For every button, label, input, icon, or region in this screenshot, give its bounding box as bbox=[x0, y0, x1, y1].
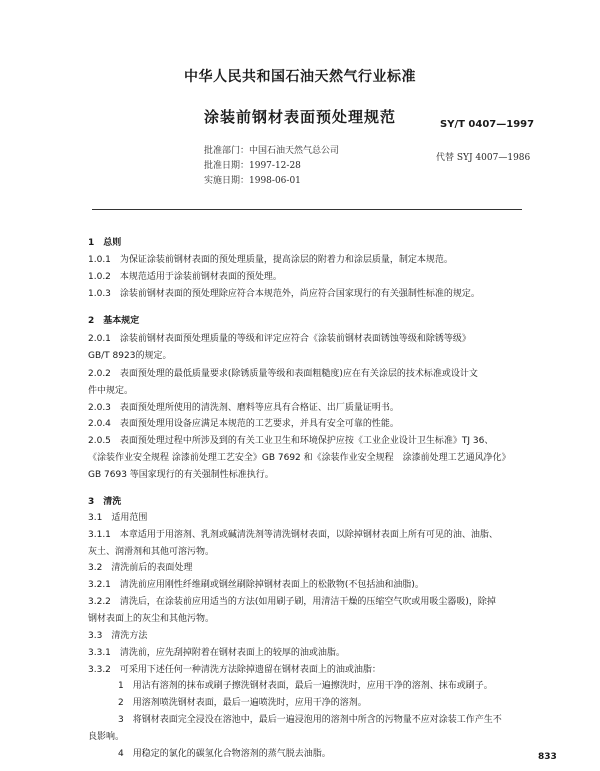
header-divider bbox=[92, 209, 522, 210]
clause-2-0-4: 2.0.4 表面预处理用设备应满足本规范的工艺要求，并具有安全可靠的性能。 bbox=[88, 419, 399, 429]
clause-text: 本规范适用于涂装前钢材表面的预处理。 bbox=[119, 272, 282, 282]
method-2: 2 用溶剂喷洗钢材表面，最后一遍喷洗时，应用干净的溶剂。 bbox=[118, 698, 367, 708]
section-1-heading: 1 总则 bbox=[88, 238, 122, 248]
clause-2-0-3: 2.0.3 表面预处理所使用的清洗剂、磨料等应具有合格证、出厂质量证明书。 bbox=[88, 403, 399, 413]
standard-code: SY/T 0407—1997 bbox=[440, 119, 535, 130]
standard-organization: 中华人民共和国石油天然气行业标准 bbox=[184, 69, 416, 85]
clause-text: 为保证涂装前钢材表面的预处理质量，提高涂层的附着力和涂层质量，制定本规范。 bbox=[119, 255, 453, 265]
clause-3-3-1: 3.3.1 清洗前，应先刮掉附着在钢材表面上的较厚的油或油脂。 bbox=[88, 648, 345, 658]
document-title: 涂装前钢材表面预处理规范 bbox=[203, 108, 396, 126]
clause-1-0-2 bbox=[88, 271, 282, 283]
clause-number: 1.0.2 bbox=[88, 272, 111, 282]
clause-2-0-1-line1: 2.0.1 涂装前钢材表面预处理质量的等级和评定应符合《涂装前钢材表面锈蚀等级和除锈等级》 bbox=[88, 334, 471, 344]
method-4: 4 用稳定的氯化的碳氢化合物溶剂的蒸气脱去油脂。 bbox=[118, 749, 331, 759]
section-3-heading: 3 清洗 bbox=[88, 497, 122, 507]
clause-3-2-2-line1: 3.2.2 清洗后，在涂装前应用适当的方法(如用刷子刷，用清洁干燥的压缩空气吹或用吸尘器吸)，除掉 bbox=[88, 597, 496, 607]
clause-text: 涂装前钢材表面的预处理除应符合本规范外，尚应符合国家现行的有关强制性标准的规定。 bbox=[119, 289, 480, 299]
method-1: 1 用沾有溶剂的抹布或刷子擦洗钢材表面，最后一遍擦洗时，应用干净的溶剂、抹布或刷子。 bbox=[118, 681, 493, 691]
clause-2-0-5-line3: GB 7693 等国家现行的有关强制性标准执行。 bbox=[88, 470, 274, 480]
approval-date: 批准日期：1997-12-28 bbox=[204, 161, 301, 171]
replaces-standard: 代替 SYJ 4007—1986 bbox=[436, 153, 531, 163]
clause-number: 1.0.1 bbox=[88, 255, 111, 265]
effective-date: 实施日期：1998-06-01 bbox=[204, 176, 301, 186]
clause-3-1-1-line2: 灰土、润滑剂和其他可溶污物。 bbox=[88, 547, 215, 557]
clause-3-2-2-line2: 钢材表面上的灰尘和其他污物。 bbox=[88, 614, 215, 624]
clause-3-2-1: 3.2.1 清洗前应用刚性纤维刷或钢丝刷除掉钢材表面上的松散物(不包括油和油脂)。 bbox=[88, 580, 424, 590]
clause-2-0-2-line1: 2.0.2 表面预处理的最低质量要求(除锈质量等级和表面粗糙度)应在有关涂层的技术标准或设计文 bbox=[88, 369, 478, 379]
clause-2-0-1-line2: GB/T 8923的规定。 bbox=[88, 351, 172, 361]
clause-2-0-5-line1: 2.0.5 表面预处理过程中所涉及到的有关工业卫生和环境保护应按《工业企业设计卫生标准》TJ 36、 bbox=[88, 436, 494, 446]
subsection-3-3: 3.3 清洗方法 bbox=[88, 631, 148, 641]
subsection-3-1: 3.1 适用范围 bbox=[88, 513, 148, 523]
clause-1-0-3 bbox=[88, 288, 480, 300]
clause-3-1-1-line1: 3.1.1 本章适用于用溶剂、乳剂或碱清洗剂等清洗钢材表面，以除掉钢材表面上所有可见的油、油脂、 bbox=[88, 530, 498, 540]
clause-1-0-1 bbox=[88, 254, 453, 266]
page-number: 833 bbox=[538, 752, 557, 762]
approval-department: 批准部门：中国石油天然气总公司 bbox=[204, 146, 340, 156]
section-2-heading: 2 基本规定 bbox=[88, 316, 140, 326]
clause-3-3-2: 3.3.2 可采用下述任何一种清洗方法除掉遗留在钢材表面上的油或油脂： bbox=[88, 665, 381, 675]
clause-2-0-5-line2: 《涂装作业安全规程 涂漆前处理工艺安全》GB 7692 和《涂装作业安全规程 涂漆前处理工艺通风净化》 bbox=[88, 453, 511, 463]
method-3-line2: 良影响。 bbox=[88, 732, 125, 742]
clause-2-0-2-line2: 件中规定。 bbox=[88, 386, 134, 396]
method-3-line1: 3 将钢材表面完全浸没在溶池中，最后一遍浸泡用的溶剂中所含的污物量不应对涂装工作产生不 bbox=[118, 715, 502, 725]
subsection-3-2: 3.2 清洗前后的表面处理 bbox=[88, 563, 193, 573]
clause-number: 1.0.3 bbox=[88, 289, 111, 299]
